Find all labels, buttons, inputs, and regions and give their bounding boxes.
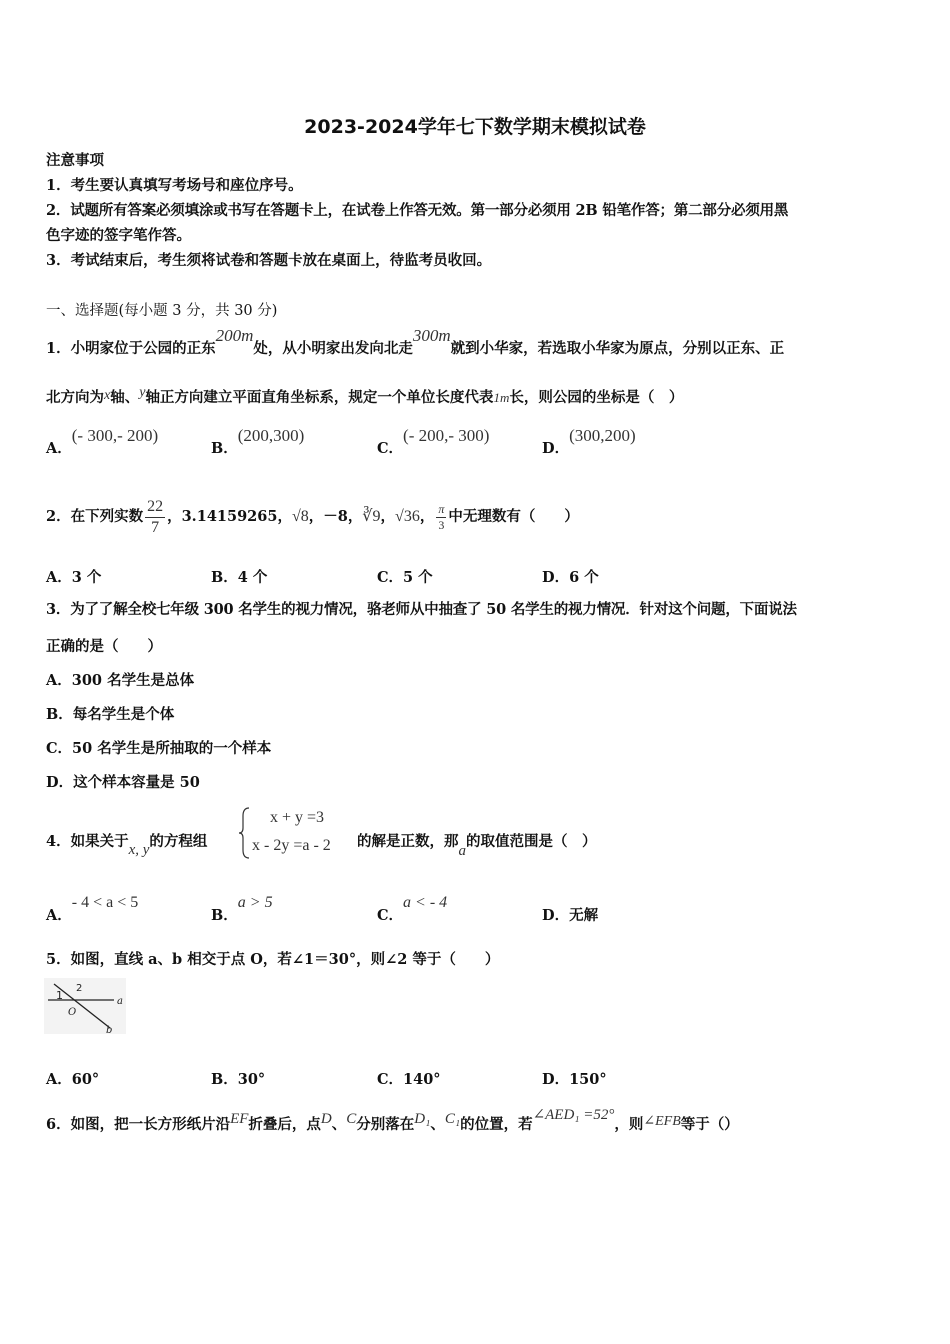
q6-point-c: C	[346, 1111, 357, 1127]
fraction-numerator: π	[438, 501, 445, 516]
question-3-line-1: 3．为了了解全校七年级 300 名学生的视力情况，骆老师从中抽查了 50 名学生的视力情况．针对这个问题，下面说法	[46, 601, 797, 618]
q6-point-d1: D₁	[414, 1111, 431, 1127]
q2-text: ，－8，	[308, 508, 363, 525]
option-label: D．	[542, 907, 570, 924]
q5-figure	[44, 978, 126, 1034]
q6-angle-efb: ∠EFB	[643, 1114, 681, 1129]
q1-text: 长，则公园的坐标是（ ）	[509, 389, 684, 406]
q1-option-c[interactable]	[377, 426, 490, 458]
question-4-lead	[46, 832, 208, 858]
q6-text: 的位置，若	[460, 1116, 533, 1133]
q4-option-b[interactable]	[211, 894, 273, 925]
notice-item: 2．试题所有答案必须填涂或书写在答题卡上，在试卷上作答无效。第一部分必须用 2B 铅笔作答；第二部分必须用黑	[46, 202, 789, 219]
q1-text: 轴、	[110, 389, 140, 406]
q6-text: 6．如图，把一长方形纸片沿	[46, 1116, 231, 1133]
q2-option-c[interactable]: C．5 个	[377, 569, 433, 586]
q5-option-c[interactable]: C．140°	[377, 1071, 441, 1088]
q1-text: 北方向为	[46, 389, 104, 406]
q2-text: ，	[419, 508, 435, 525]
option-label: A．	[46, 907, 72, 924]
q6-text: 、	[430, 1116, 445, 1133]
q2-fraction-pi-3	[436, 502, 446, 533]
q6-text: 分别落在	[356, 1116, 415, 1133]
option-value: (300,200)	[569, 426, 636, 445]
option-label: A．	[46, 440, 72, 457]
line-b-label: b	[106, 1025, 113, 1034]
option-value: - 4 < a < 5	[71, 894, 139, 911]
q4-param-a: a	[458, 843, 466, 859]
q2-fraction-22-7	[145, 497, 165, 538]
angle-2-label: 2	[76, 983, 83, 994]
question-4-tail	[357, 832, 597, 859]
q5-option-b[interactable]: B．30°	[211, 1071, 266, 1088]
q1-distance-1: 200m	[215, 326, 254, 345]
q4-option-d[interactable]	[542, 904, 598, 925]
option-label: B．	[211, 440, 238, 457]
q4-equation-1: x + y =3	[270, 809, 325, 826]
question-1-line-1	[46, 326, 785, 359]
q4-text: 的解是正数，那	[357, 833, 459, 850]
q1-x-axis: x	[104, 388, 111, 403]
q2-text: ，	[380, 508, 396, 525]
q6-text: 折叠后，点	[248, 1116, 321, 1133]
q1-option-d[interactable]	[542, 426, 636, 458]
q1-unit: 1m	[493, 390, 510, 405]
q6-text: 、	[331, 1116, 347, 1133]
page-title: 2023-2024学年七下数学期末模拟试卷	[304, 116, 646, 138]
q4-text: 的取值范围是（ ）	[466, 833, 597, 850]
q2-option-a[interactable]: A．3 个	[46, 569, 102, 586]
q3-option-d[interactable]: D．这个样本容量是 50	[46, 774, 200, 791]
fraction-numerator: 22	[145, 497, 165, 518]
option-value: (- 300,- 200)	[71, 426, 159, 445]
q6-text: ，则	[614, 1116, 644, 1133]
q4-variables: x, y	[128, 842, 150, 858]
option-value: a > 5	[237, 894, 273, 911]
q1-y-axis: y	[139, 385, 146, 400]
q1-option-a[interactable]	[46, 426, 159, 458]
q4-option-c[interactable]	[377, 894, 448, 925]
q1-text: 轴正方向建立平面直角坐标系，规定一个单位长度代表	[145, 389, 494, 406]
question-3-line-2: 正确的是（ ）	[46, 638, 162, 655]
option-label: B．	[211, 907, 238, 924]
option-value: (- 200,- 300)	[403, 426, 490, 445]
q2-option-d[interactable]: D．6 个	[542, 569, 599, 586]
q3-option-a[interactable]: A．300 名学生是总体	[46, 672, 195, 689]
option-value: (200,300)	[237, 426, 305, 445]
option-label: C．	[377, 440, 404, 457]
q2-option-b[interactable]: B．4 个	[211, 569, 268, 586]
question-2	[46, 492, 579, 542]
q3-option-c[interactable]: C．50 名学生是所抽取的一个样本	[46, 740, 272, 757]
q1-text: 1．小明家位于公园的正东	[46, 340, 216, 357]
q4-text: 的方程组	[149, 833, 208, 850]
q1-text: 就到小华家，若选取小华家为原点，分别以正东、正	[450, 340, 785, 357]
q2-sqrt-36: √36	[395, 508, 420, 525]
q3-option-b[interactable]: B．每名学生是个体	[46, 706, 175, 723]
q2-cbrt-9: ∛9	[362, 508, 381, 525]
q4-brace-icon	[238, 806, 252, 860]
section-heading: 一、选择题(每小题 3 分，共 30 分)	[46, 303, 278, 319]
q2-text: ，3.14159265，	[167, 508, 292, 525]
point-o-label: O	[68, 1007, 77, 1018]
fraction-denominator: 7	[151, 518, 160, 536]
option-value: 无解	[569, 907, 599, 924]
q2-text: 中无理数有（ ）	[448, 508, 579, 525]
notice-heading: 注意事项	[46, 152, 104, 169]
fraction-denominator: 3	[438, 517, 445, 532]
option-label: D．	[542, 440, 570, 457]
line-a-label: a	[117, 996, 123, 1007]
q4-text: 4．如果关于	[46, 833, 129, 850]
option-label: C．	[377, 907, 404, 924]
question-5: 5．如图，直线 a、b 相交于点 O，若∠1＝30°，则∠2 等于（ ）	[46, 951, 500, 968]
q1-text: 处，从小明家出发向北走	[253, 340, 413, 357]
q4-option-a[interactable]	[46, 894, 139, 925]
q2-sqrt-8: √8	[291, 508, 309, 525]
question-6	[46, 1107, 739, 1136]
notice-item: 1．考生要认真填写考场号和座位序号。	[46, 177, 303, 194]
q5-option-a[interactable]: A．60°	[46, 1071, 100, 1088]
q6-ef: EF	[230, 1111, 249, 1127]
q6-point-c1: C₁	[444, 1111, 461, 1127]
q6-point-d: D	[320, 1111, 332, 1127]
angle-1-label: 1	[56, 989, 63, 1002]
q6-text: 等于（）	[680, 1116, 739, 1133]
q5-option-d[interactable]: D．150°	[542, 1071, 607, 1088]
notice-item: 色字迹的签字笔作答。	[46, 227, 191, 244]
q1-option-b[interactable]	[211, 426, 305, 458]
notice-item: 3．考试结束后，考生须将试卷和答题卡放在桌面上，待监考员收回。	[46, 252, 492, 269]
q2-text: 2．在下列实数	[46, 508, 144, 525]
q6-angle-aed1: ∠AED₁ =52°	[532, 1107, 615, 1123]
q1-distance-2: 300m	[412, 326, 451, 345]
option-value: a < - 4	[403, 894, 448, 911]
question-1-line-2	[46, 385, 684, 409]
q4-equation-2: x - 2y =a - 2	[252, 837, 331, 854]
